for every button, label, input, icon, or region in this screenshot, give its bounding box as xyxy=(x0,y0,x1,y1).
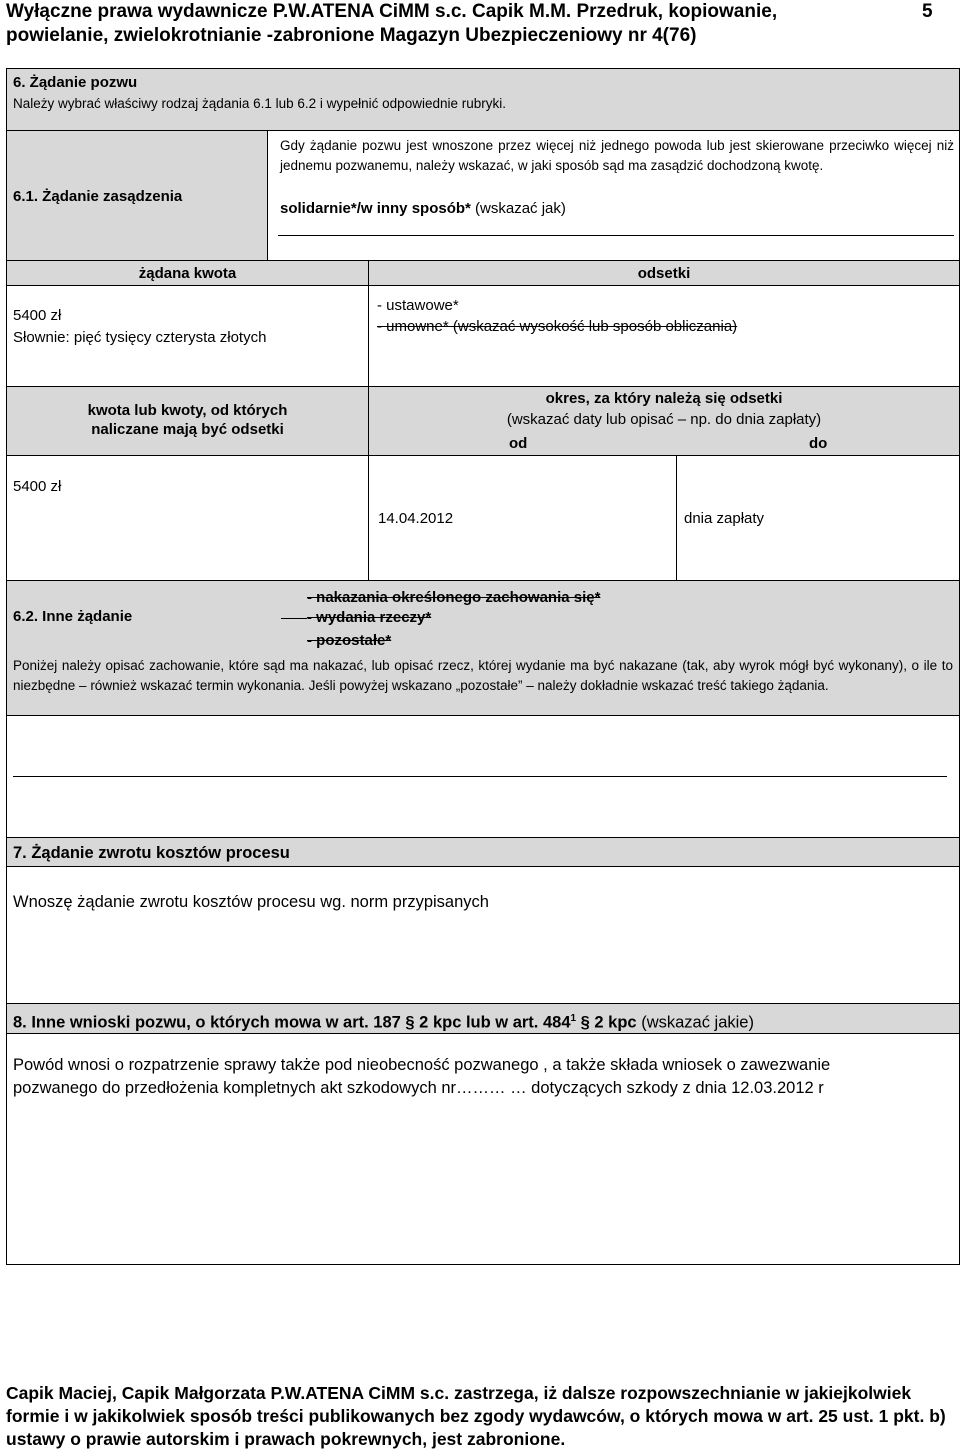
period-from-cell xyxy=(368,455,677,581)
interest-period-header xyxy=(368,386,960,456)
section-6-1-description: Gdy żądanie pozwu jest wnoszone przez więcej niż jednego powoda lub jest skierowane przeciwko więcej niż jednemu pozwanemu, należy wskazać, w jaki sposób sąd ma zasądzić dochodzoną kwotę. xyxy=(280,138,954,173)
other-claim-option-behaviour[interactable]: - nakazania określonego zachowania się* xyxy=(307,589,601,606)
interest-base-cell xyxy=(6,455,369,581)
section-6-2-box xyxy=(6,580,960,716)
section-6-2-fill-area[interactable] xyxy=(6,715,960,838)
requested-amount-cell xyxy=(6,285,369,387)
requested-amount-header xyxy=(6,260,369,286)
joint-liability-label: solidarnie*/w inny sposób* xyxy=(280,200,471,217)
section-6-header xyxy=(6,68,960,131)
joint-liability-hint: (wskazać jak) xyxy=(470,200,566,217)
section-7-title: 7. Żądanie zwrotu kosztów procesu xyxy=(13,844,290,862)
section-8-title-paragraph: § 2 kpc xyxy=(576,1013,637,1032)
joint-liability-option[interactable] xyxy=(280,199,566,218)
period-to-value: dnia zapłaty xyxy=(684,510,765,527)
other-claim-option-other[interactable]: - pozostałe* xyxy=(307,632,392,649)
requested-amount-words: Słownie: pięć tysięcy czterysta złotych xyxy=(13,329,267,346)
interest-base-header-label: kwota lub kwoty, od których naliczane mają być odsetki xyxy=(87,402,288,438)
section-8-content xyxy=(6,1033,960,1265)
requested-amount-value: 5400 zł xyxy=(13,307,62,324)
section-6-1-label-cell xyxy=(6,130,268,261)
interest-period-hint: (wskazać daty lub opisać – np. do dnia zapłaty) xyxy=(506,411,822,428)
section-6-1-content-cell xyxy=(267,130,960,261)
section-8-title-superscript: 1 xyxy=(570,1013,577,1024)
period-from-value: 14.04.2012 xyxy=(378,510,454,527)
section-8-title-hint: (wskazać jakie) xyxy=(636,1013,754,1032)
document-header xyxy=(6,0,826,48)
interest-header-label: odsetki xyxy=(637,265,691,282)
section-8-title xyxy=(13,1009,754,1033)
other-claim-dash xyxy=(281,618,307,619)
interest-base-header xyxy=(6,386,369,456)
contractual-interest-option[interactable]: - umowne* (wskazać wysokość lub sposób obliczania) xyxy=(377,318,738,335)
section-8-header xyxy=(6,1003,960,1034)
fill-in-line xyxy=(13,776,947,777)
interest-period-title: okres, za który należą się odsetki xyxy=(545,390,783,407)
section-7-body: Wnoszę żądanie zwrotu kosztów procesu wg. norm przypisanych xyxy=(13,893,489,911)
interest-base-amount: 5400 zł xyxy=(13,478,62,495)
section-8-title-main: 8. Inne wnioski pozwu, o których mowa w art. 187 § 2 kpc lub w art. 484 xyxy=(13,1013,571,1032)
period-to-header: do xyxy=(809,435,828,452)
other-claim-option-item[interactable]: - wydania rzeczy* xyxy=(307,609,432,626)
header-line-1: Wyłączne prawa wydawnicze P.W.ATENA CiMM s.c. Capik M.M. Przedruk, kopiowanie, xyxy=(6,1,778,22)
interest-type-cell xyxy=(368,285,960,387)
statutory-interest-option[interactable]: - ustawowe* xyxy=(377,297,459,314)
fill-in-line xyxy=(278,235,954,236)
section-6-title: 6. Żądanie pozwu xyxy=(13,74,138,91)
section-8-body: Powód wnosi o rozpatrzenie sprawy także pod nieobecność pozwanego , a także składa wniosek o zawezwanie pozwanego do przedłożenia kompletnych akt szkodowych nr……… … dotyczących szkody z dnia 12.03.2012 r xyxy=(13,1056,831,1097)
requested-amount-header-label: żądana kwota xyxy=(138,265,237,282)
section-7-content xyxy=(6,866,960,1004)
page-number: 5 xyxy=(922,1,933,22)
section-6-1-label: 6.1. Żądanie zasądzenia xyxy=(13,188,183,205)
period-to-cell xyxy=(676,455,960,581)
section-7-header xyxy=(6,837,960,867)
header-line-2: powielanie, zwielokrotnianie -zabronione Magazyn Ubezpieczeniowy nr 4(76) xyxy=(6,25,697,46)
copyright-footer: Capik Maciej, Capik Małgorzata P.W.ATENA CiMM s.c. zastrzega, iż dalsze rozpowszechnianie w jakiejkolwiek formie i w jakikolwiek sposób treści publikowanych bez zgody wydawców, o których mowa w art. 25 ust. 1 pkt. b) ustawy o prawie autorskim i prawach pokrewnych, jest zabronione. xyxy=(6,1383,946,1449)
section-6-2-label: 6.2. Inne żądanie xyxy=(13,608,133,625)
period-from-header: od xyxy=(509,435,528,452)
section-6-2-description: Poniżej należy opisać zachowanie, które sąd ma nakazać, lub opisać rzecz, której wydanie ma być nakazane (tak, aby wyrok mógł być wykonany), o ile to niezbędne – również wskazać termin wykonania. Jeśli powyżej wskazano „pozostałe” – należy dokładnie wskazać treść takiego żądania. xyxy=(13,658,953,693)
section-6-note: Należy wybrać właściwy rodzaj żądania 6.1 lub 6.2 i wypełnić odpowiednie rubryki. xyxy=(13,96,506,111)
interest-header xyxy=(368,260,960,286)
